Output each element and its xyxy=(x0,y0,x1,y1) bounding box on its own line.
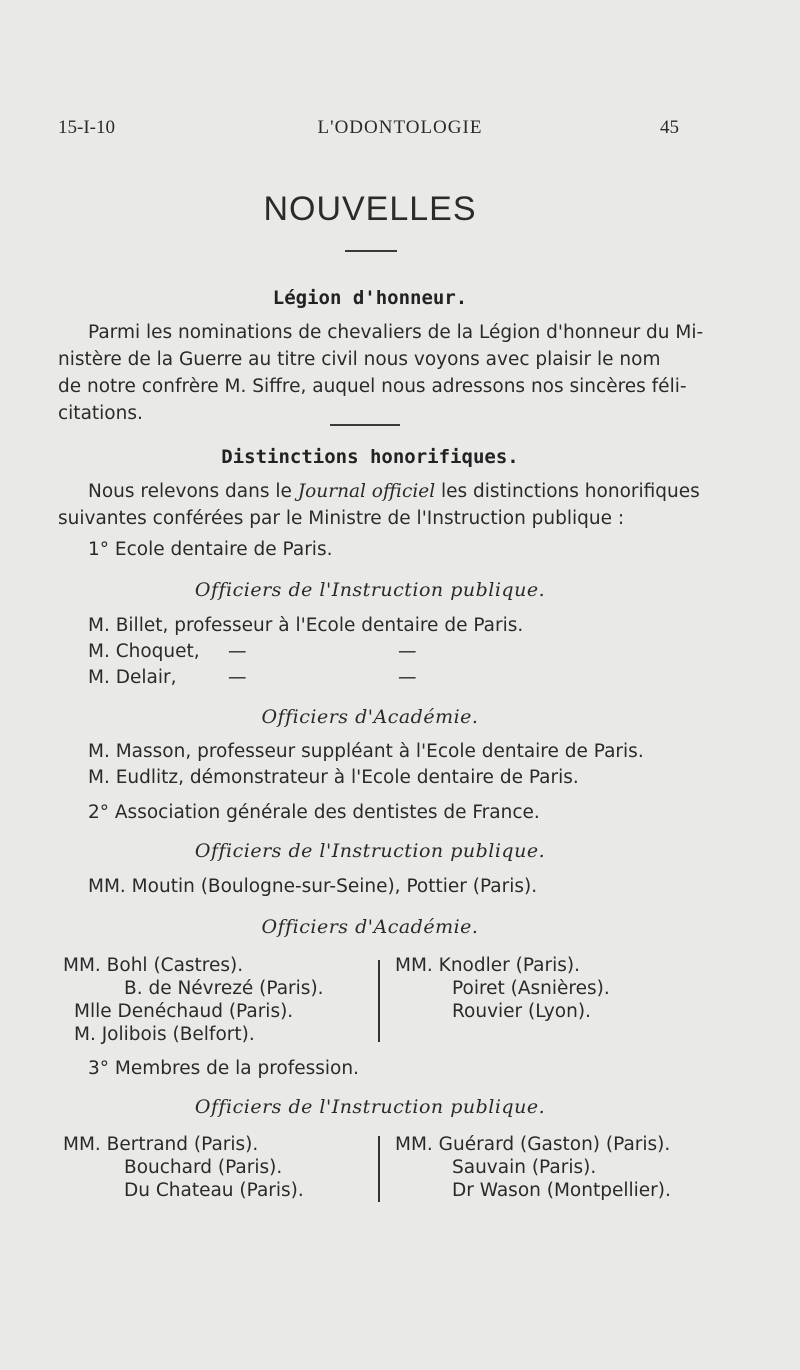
left-column-entry: Du Chateau (Paris). xyxy=(124,1180,304,1201)
section-3-subheading-instruction: Officiers de l'Instruction publique. xyxy=(194,1096,546,1118)
section-1-entry: M. Billet, professeur à l'Ecole dentaire de Paris. xyxy=(88,615,524,636)
column-divider xyxy=(378,960,380,1042)
left-column-entry: M. Jolibois (Belfort). xyxy=(74,1024,255,1045)
right-column-entry: MM. Knodler (Paris). xyxy=(395,955,580,976)
header-date: 15-I-10 xyxy=(58,117,115,138)
right-column-entry: Poiret (Asnières). xyxy=(452,978,610,999)
page-title: NOUVELLES xyxy=(263,190,477,228)
right-column-entry: Sauvain (Paris). xyxy=(452,1157,597,1178)
left-column-entry: Bouchard (Paris). xyxy=(124,1157,283,1178)
section-1-entry: M. Eudlitz, démonstrateur à l'Ecole dentaire de Paris. xyxy=(88,767,579,788)
right-column-entry: Dr Wason (Montpellier). xyxy=(452,1180,671,1201)
intro-text: Nous relevons dans le xyxy=(88,481,298,502)
section-2-entry: MM. Moutin (Boulogne-sur-Seine), Pottier (Paris). xyxy=(88,876,538,897)
section-1-subheading-instruction: Officiers de l'Instruction publique. xyxy=(194,579,546,601)
distinctions-intro-line-1 xyxy=(88,481,700,502)
header-page-number: 45 xyxy=(660,117,679,138)
left-column-entry: MM. Bertrand (Paris). xyxy=(63,1134,259,1155)
journal-officiel-italic: Journal officiel xyxy=(297,481,436,502)
left-column-entry: B. de Névrezé (Paris). xyxy=(124,978,324,999)
ditto-dash: — xyxy=(228,641,247,662)
distinctions-intro-line-2: suivantes conférées par le Ministre de l'Instruction publique : xyxy=(58,508,625,529)
header-journal: L'ODONTOLOGIE xyxy=(317,117,483,138)
section-1-title: 1° Ecole dentaire de Paris. xyxy=(88,539,333,560)
section-3-title: 3° Membres de la profession. xyxy=(88,1058,359,1079)
column-divider xyxy=(378,1136,380,1202)
right-column-entry: MM. Guérard (Gaston) (Paris). xyxy=(395,1134,671,1155)
ditto-dash: — xyxy=(398,641,417,662)
legion-line-3: de notre confrère M. Siffre, auquel nous adressons nos sincères féli- xyxy=(58,376,687,397)
left-column-entry: Mlle Denéchaud (Paris). xyxy=(74,1001,294,1022)
right-column-entry: Rouvier (Lyon). xyxy=(452,1001,591,1022)
section-heading-distinctions: Distinctions honorifiques. xyxy=(221,446,519,468)
section-1-entry: M. Delair, xyxy=(88,667,177,688)
section-rule xyxy=(330,424,400,426)
intro-text: les distinctions honorifiques xyxy=(435,481,700,502)
ditto-dash: — xyxy=(398,667,417,688)
legion-line-4: citations. xyxy=(58,403,143,424)
legion-line-2: nistère de la Guerre au titre civil nous voyons avec plaisir le nom xyxy=(58,349,661,370)
left-column-entry: MM. Bohl (Castres). xyxy=(63,955,244,976)
section-1-entry: M. Masson, professeur suppléant à l'Ecole dentaire de Paris. xyxy=(88,741,644,762)
section-1-entry: M. Choquet, xyxy=(88,641,200,662)
section-2-subheading-academie: Officiers d'Académie. xyxy=(261,916,479,938)
section-2-title: 2° Association générale des dentistes de France. xyxy=(88,802,540,823)
title-rule xyxy=(345,250,397,252)
section-2-subheading-instruction: Officiers de l'Instruction publique. xyxy=(194,840,546,862)
legion-line-1: Parmi les nominations de chevaliers de la Légion d'honneur du Mi- xyxy=(88,322,704,343)
section-1-subheading-academie: Officiers d'Académie. xyxy=(261,706,479,728)
ditto-dash: — xyxy=(228,667,247,688)
section-heading-legion: Légion d'honneur. xyxy=(272,287,468,309)
